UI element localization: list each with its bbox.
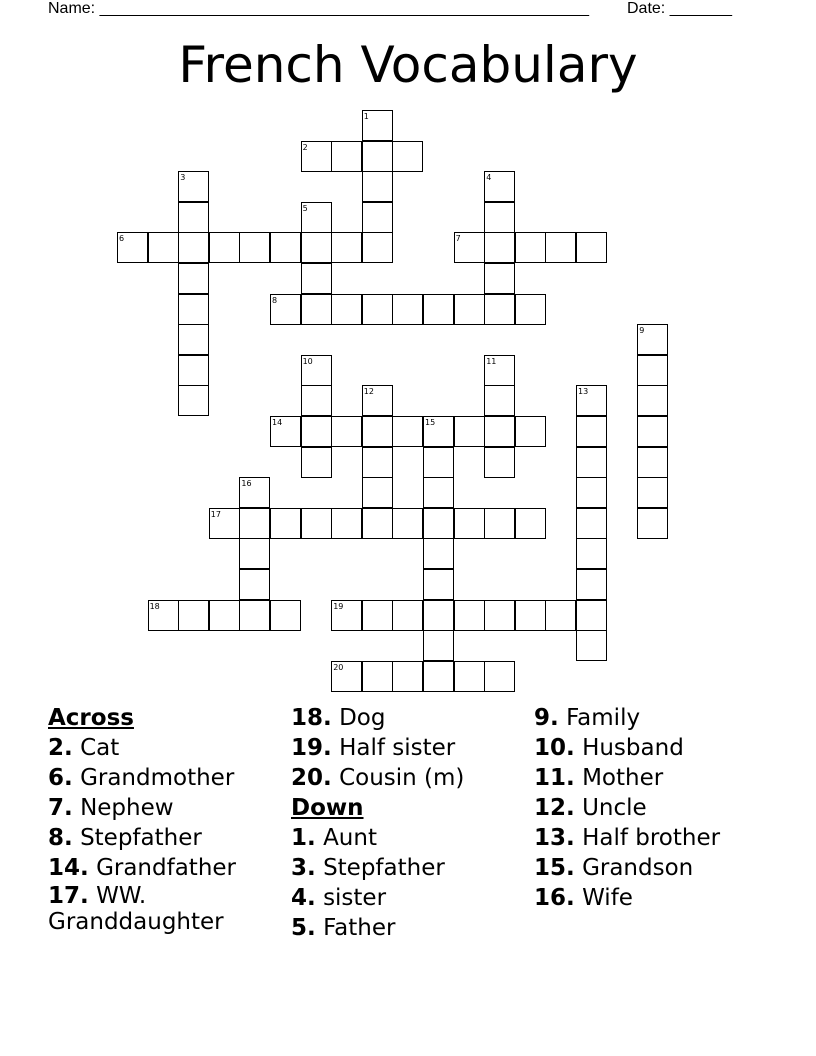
- grid-cell[interactable]: [209, 600, 240, 631]
- grid-cell[interactable]: [484, 232, 515, 263]
- grid-cell[interactable]: [576, 600, 607, 631]
- grid-cell[interactable]: [362, 202, 393, 233]
- grid-cell[interactable]: [423, 569, 454, 600]
- grid-cell[interactable]: [148, 232, 179, 263]
- grid-cell[interactable]: [178, 324, 209, 355]
- grid-cell[interactable]: [423, 477, 454, 508]
- clue-across-6: 6. Grandmother: [48, 765, 235, 791]
- clue-number: 5: [302, 203, 308, 213]
- grid-cell[interactable]: [239, 508, 270, 539]
- grid-cell[interactable]: [423, 600, 454, 631]
- grid-cell[interactable]: [392, 294, 423, 325]
- grid-cell[interactable]: [362, 661, 393, 692]
- grid-cell[interactable]: [637, 385, 668, 416]
- clue-across-2: 2. Cat: [48, 735, 120, 761]
- clue-number: 17: [210, 509, 221, 519]
- grid-cell[interactable]: [637, 477, 668, 508]
- clues-column-3: [534, 703, 770, 913]
- grid-cell[interactable]: [178, 385, 209, 416]
- clue-down-12: 12. Uncle: [534, 795, 647, 821]
- grid-cell[interactable]: [331, 232, 362, 263]
- grid-cell[interactable]: [423, 630, 454, 661]
- clue-across-14: 14. Grandfather: [48, 855, 237, 881]
- grid-cell[interactable]: [454, 294, 485, 325]
- grid-cell[interactable]: [515, 508, 546, 539]
- clue-number: 12: [363, 387, 374, 397]
- grid-cell[interactable]: [331, 508, 362, 539]
- grid-cell[interactable]: [637, 508, 668, 539]
- grid-cell[interactable]: [545, 600, 576, 631]
- grid-cell[interactable]: [301, 416, 332, 447]
- grid-cell[interactable]: [362, 232, 393, 263]
- grid-cell[interactable]: [362, 477, 393, 508]
- clue-down-16: 16. Wife: [534, 885, 633, 911]
- grid-cell[interactable]: [576, 232, 607, 263]
- grid-cell[interactable]: [362, 447, 393, 478]
- across-heading: Across: [48, 705, 134, 731]
- grid-cell[interactable]: [362, 294, 393, 325]
- grid-cell[interactable]: [576, 569, 607, 600]
- clue-number: 14: [272, 418, 283, 427]
- grid-cell[interactable]: [637, 355, 668, 386]
- grid-cell[interactable]: [270, 600, 301, 631]
- name-field: Name: _______________________________________________________: [48, 0, 589, 17]
- grid-cell[interactable]: [392, 141, 423, 172]
- grid-cell[interactable]: [484, 385, 515, 416]
- clue-number: 7: [455, 234, 461, 244]
- grid-cell[interactable]: [331, 294, 362, 325]
- grid-cell[interactable]: [239, 538, 270, 569]
- clues-column-1: [48, 703, 284, 935]
- grid-cell[interactable]: [301, 385, 332, 416]
- clue-across-17: 17. WW. Granddaughter: [48, 883, 224, 935]
- grid-cell[interactable]: [331, 416, 362, 447]
- grid-cell[interactable]: [423, 508, 454, 539]
- clue-down-4: 4. sister: [291, 885, 387, 911]
- down-heading: Down: [291, 795, 364, 821]
- clue-number: 8: [272, 295, 278, 305]
- clue-across-19: 19. Half sister: [291, 735, 456, 761]
- grid-cell[interactable]: [178, 232, 209, 263]
- grid-cell[interactable]: [178, 355, 209, 386]
- grid-cell[interactable]: [454, 416, 485, 447]
- grid-cell[interactable]: [423, 294, 454, 325]
- clue-across-18: 18. Dog: [291, 705, 386, 731]
- grid-cell[interactable]: [576, 447, 607, 478]
- grid-cell[interactable]: [178, 263, 209, 294]
- grid-cell[interactable]: [484, 600, 515, 631]
- grid-cell[interactable]: [178, 202, 209, 233]
- clue-number: 18: [149, 601, 160, 611]
- grid-cell[interactable]: [331, 141, 362, 172]
- grid-cell[interactable]: [576, 630, 607, 661]
- grid-cell[interactable]: [239, 232, 270, 263]
- grid-cell[interactable]: [209, 232, 240, 263]
- clue-across-8: 8. Stepfather: [48, 825, 202, 851]
- clue-number: 16: [241, 479, 252, 489]
- grid-cell[interactable]: [484, 202, 515, 233]
- grid-cell[interactable]: [362, 416, 393, 447]
- clue-down-13: 13. Half brother: [534, 825, 721, 851]
- clue-number: 19: [333, 601, 344, 611]
- grid-cell[interactable]: [484, 447, 515, 478]
- clue-number: 3: [180, 173, 186, 183]
- grid-cell[interactable]: [239, 600, 270, 631]
- clue-number: 6: [119, 234, 125, 244]
- clue-number: 1: [363, 112, 369, 121]
- clue-down-5: 5. Father: [291, 915, 396, 941]
- grid-cell[interactable]: [423, 447, 454, 478]
- clue-across-20: 20. Cousin (m): [291, 765, 465, 791]
- clue-number: 9: [639, 326, 645, 336]
- grid-cell[interactable]: [301, 447, 332, 478]
- clue-down-3: 3. Stepfather: [291, 855, 445, 881]
- grid-cell[interactable]: [484, 508, 515, 539]
- grid-cell[interactable]: [515, 600, 546, 631]
- grid-cell[interactable]: [362, 141, 393, 172]
- grid-cell[interactable]: [178, 600, 209, 631]
- grid-cell[interactable]: [515, 294, 546, 325]
- grid-cell[interactable]: [484, 294, 515, 325]
- grid-cell[interactable]: [484, 416, 515, 447]
- clue-down-10: 10. Husband: [534, 735, 684, 761]
- grid-cell[interactable]: [270, 232, 301, 263]
- grid-cell[interactable]: [270, 508, 301, 539]
- grid-cell[interactable]: [301, 294, 332, 325]
- grid-cell[interactable]: [515, 232, 546, 263]
- clue-down-11: 11. Mother: [534, 765, 664, 791]
- grid-cell[interactable]: [484, 661, 515, 692]
- clue-down-1: 1. Aunt: [291, 825, 377, 851]
- clues-column-2: [291, 703, 527, 943]
- grid-cell[interactable]: [637, 447, 668, 478]
- clue-number: 4: [486, 173, 492, 183]
- grid-cell[interactable]: [545, 232, 576, 263]
- grid-cell[interactable]: [301, 508, 332, 539]
- clue-number: 20: [333, 662, 344, 672]
- grid-cell[interactable]: [392, 416, 423, 447]
- grid-cell[interactable]: [454, 661, 485, 692]
- grid-cell[interactable]: [484, 263, 515, 294]
- grid-cell[interactable]: [178, 294, 209, 325]
- clue-across-7: 7. Nephew: [48, 795, 174, 821]
- clue-number: 11: [486, 356, 497, 366]
- clue-down-9: 9. Family: [534, 705, 641, 731]
- grid-cell[interactable]: [576, 477, 607, 508]
- clue-number: 10: [302, 356, 313, 366]
- grid-cell[interactable]: [392, 600, 423, 631]
- grid-cell[interactable]: [454, 600, 485, 631]
- grid-cell[interactable]: [362, 600, 393, 631]
- grid-cell[interactable]: [454, 508, 485, 539]
- clue-number: 15: [425, 418, 436, 427]
- grid-cell[interactable]: [423, 661, 454, 692]
- grid-cell[interactable]: [576, 416, 607, 447]
- grid-cell[interactable]: [362, 171, 393, 202]
- grid-cell[interactable]: [301, 263, 332, 294]
- clue-down-15: 15. Grandson: [534, 855, 694, 881]
- grid-cell[interactable]: [392, 661, 423, 692]
- grid-cell[interactable]: [423, 538, 454, 569]
- grid-cell[interactable]: [576, 538, 607, 569]
- page-title: French Vocabulary: [178, 36, 638, 94]
- grid-cell[interactable]: [637, 416, 668, 447]
- grid-cell[interactable]: [239, 569, 270, 600]
- grid-cell[interactable]: [515, 416, 546, 447]
- grid-cell[interactable]: [576, 508, 607, 539]
- clue-number: 2: [302, 142, 308, 152]
- grid-cell[interactable]: [362, 508, 393, 539]
- clue-number: 13: [578, 387, 589, 397]
- date-field: Date: _______: [627, 0, 732, 17]
- grid-cell[interactable]: [392, 508, 423, 539]
- grid-cell[interactable]: [301, 232, 332, 263]
